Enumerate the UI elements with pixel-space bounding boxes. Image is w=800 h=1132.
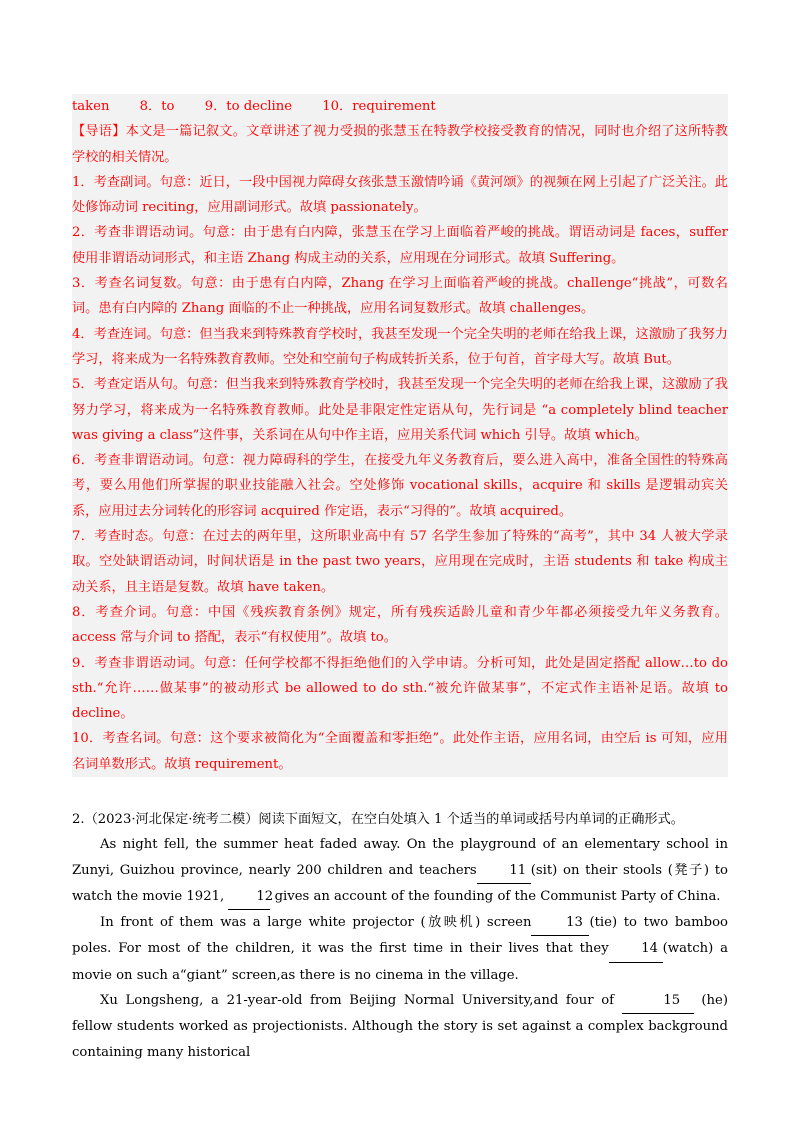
explanation-item: 1．考查副词。句意：近日，一段中国视力障碍女孩张慧玉激情吟诵《黄河颂》的视频在网上引起了广泛关注。此处修饰动词 reciting，应用副词形式。故填 passionately。 <box>72 174 728 216</box>
answer-key: 10．requirement <box>322 99 436 114</box>
passage-paragraph: In front of them was a large white projector (放映机) screen 13 (tie) to two bamboo poles. For most of the children, it was the first time in their lives that they 14 (watch) a movie on such a“giant” screen,as there is no cinema in the village. <box>72 910 728 988</box>
passage-paragraph: Xu Longsheng, a 21-year-old from Beijing Normal University,and four of 15 (he) fellow students worked as projectionists. Although the story is set against a complex background containing many historical <box>72 988 728 1065</box>
question-header: 2.（2023·河北保定·统考二模）阅读下面短文，在空白处填入 1 个适当的单词或括号内单词的正确形式。 <box>72 812 684 827</box>
blank-12[interactable]: 12 <box>228 884 270 910</box>
answer-key: taken <box>72 99 110 114</box>
passage-paragraph: As night fell, the summer heat faded away. On the playground of an elementary school in Zunyi, Guizhou province, nearly 200 children and teachers 11 (sit) on their stools (凳子) to watch the movie 1921, 12 gives an account of the founding of the Communist Party of China. <box>72 832 728 910</box>
explanation-item: 9．考查非谓语动词。句意：任何学校都不得拒绝他们的入学申请。分析可知，此处是固定搭配 allow…to do sth.“允许……做某事”的被动形式 be allowed to do sth.“被允许做某事”，不定式作主语补足语。故填 to decline。 <box>72 655 728 722</box>
blank-15[interactable]: 15 <box>622 988 694 1014</box>
answer-key: 8．to <box>139 99 175 114</box>
answer-key-line <box>72 94 728 119</box>
answer-key: 9．to decline <box>204 99 293 114</box>
explanation-item: 7．考查时态。句意：在过去的两年里，这所职业高中有 57 名学生参加了特殊的“高考”，其中 34 人被大学录取。空处缺谓语动词，时间状语是 in the past two years，应用现在完成时，主语 students 和 take 构成主动关系，且主语是复数。故填 have taken。 <box>72 529 728 595</box>
explanation-item: 4．考查连词。句意：但当我来到特殊教育学校时，我甚至发现一个完全失明的老师在给我上课，这激励了我努力学习，将来成为一名特殊教育教师。空处和空前句子构成转折关系，位于句首，首字母大写。故填 But。 <box>72 326 728 367</box>
answer-explanations <box>72 94 728 777</box>
blank-13[interactable]: 13 <box>531 910 589 936</box>
explanation-item: 8．考查介词。句意：中国《残疾教育条例》规定，所有残疾适龄儿童和青少年都必须接受九年义务教育。access 常与介词 to 搭配，表示“有权使用”。故填 to。 <box>72 604 728 646</box>
blank-14[interactable]: 14 <box>609 936 663 962</box>
guide-text: 【导语】本文是一篇记叙文。文章讲述了视力受损的张慧玉在特教学校接受教育的情况，同时也介绍了这所特教学校的相关情况。 <box>72 124 728 165</box>
explanation-item: 2．考查非谓语动词。句意：由于患有白内障，张慧玉在学习上面临着严峻的挑战。谓语动词是 faces，suffer 使用非谓语动词形式，和主语 Zhang 构成主动的关系，应用现在分词形式。故填 Suffering。 <box>72 225 728 266</box>
explanation-item: 3．考查名词复数。句意：由于患有白内障，Zhang 在学习上面临着严峻的挑战。challenge“挑战”，可数名词。患有白内障的 Zhang 面临的不止一种挑战，应用名词复数形式。故填 challenges。 <box>72 276 728 317</box>
blank-11[interactable]: 11 <box>477 858 531 884</box>
explanation-item: 5．考查定语从句。句意：但当我来到特殊教育学校时，我甚至发现一个完全失明的老师在给我上课，这激励了我努力学习，将来成为一名特殊教育教师。此处是非限定性定语从句，先行词是 “a completely blind teacher was giving a class”这件事，关系词在从句中作主语，应用关系代词 which 引导。故填 which。 <box>72 377 728 443</box>
explanation-item: 6．考查非谓语动词。句意：视力障碍科的学生，在接受九年义务教育后，要么进入高中，准备全国性的特殊高考，要么用他们所掌握的职业技能融入社会。空处修饰 vocational skills，acquire 和 skills 是逻辑动宾关系，应用过去分词转化的形容词 acquired 作定语，表示“习得的”。故填 acquired。 <box>72 453 728 519</box>
explanation-item: 10．考查名词。句意：这个要求被简化为“全面覆盖和零拒绝”。此处作主语，应用名词，由空后 is 可知，应用名词单数形式。故填 requirement。 <box>72 731 728 772</box>
question-section <box>72 807 728 1065</box>
